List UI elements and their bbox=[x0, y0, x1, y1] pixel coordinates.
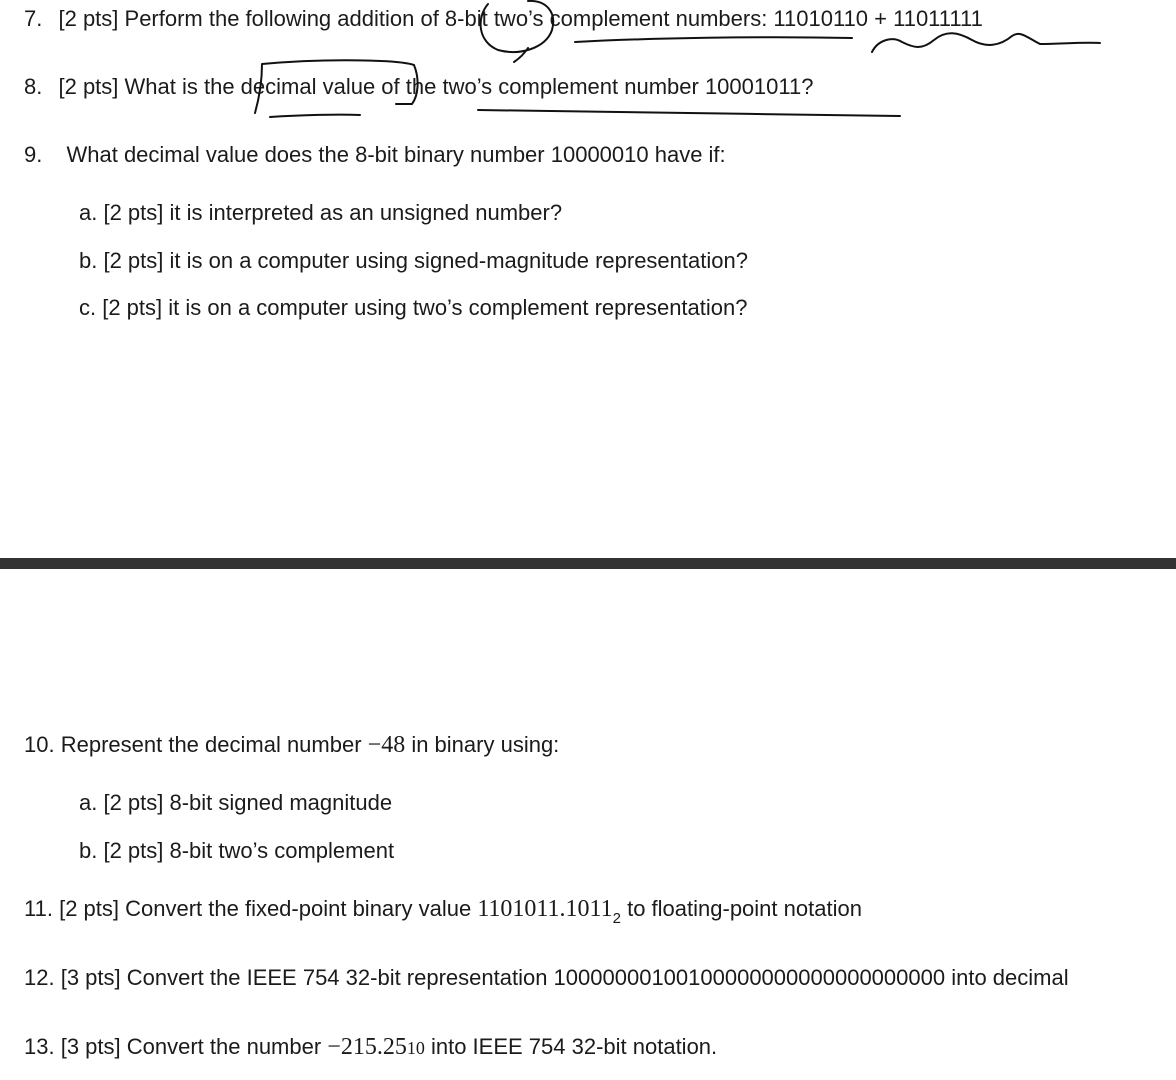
question-12 bbox=[24, 964, 1069, 992]
question-9c: c. [2 pts] it is on a computer using two’s complement representation? bbox=[79, 295, 748, 320]
question-text-before: [2 pts] Convert the fixed-point binary value bbox=[59, 896, 478, 921]
question-number: 10. bbox=[24, 732, 55, 757]
question-number: 11. bbox=[24, 896, 53, 921]
ink-underline bbox=[270, 115, 360, 117]
question-value: 1101011.1011 bbox=[477, 896, 613, 922]
question-subscript: 10 bbox=[406, 1038, 425, 1058]
question-13 bbox=[24, 1033, 717, 1062]
question-number: 12. bbox=[24, 965, 55, 990]
question-11 bbox=[24, 895, 862, 926]
question-number: 8. bbox=[24, 74, 43, 99]
question-text-after: in binary using: bbox=[405, 732, 560, 757]
question-text: [2 pts] Perform the following addition of 8-bit two’s complement numbers: 11010110 + 11011111 bbox=[58, 6, 983, 31]
question-text-before: Represent the decimal number bbox=[60, 732, 368, 757]
question-9a: a. [2 pts] it is interpreted as an unsigned number? bbox=[79, 200, 563, 225]
question-text: [2 pts] What is the decimal value of the two’s complement number 10001011? bbox=[58, 74, 814, 99]
ink-underline bbox=[478, 110, 900, 116]
page-divider bbox=[0, 558, 1176, 569]
question-number: 7. bbox=[24, 6, 43, 31]
question-value: −215.25 bbox=[327, 1034, 407, 1060]
question-text: [3 pts] Convert the IEEE 754 32-bit representation 10000000100100000000000000000000 into decimal bbox=[60, 965, 1069, 990]
question-10a: a. [2 pts] 8-bit signed magnitude bbox=[79, 790, 393, 815]
question-text: What decimal value does the 8-bit binary number 10000010 have if: bbox=[66, 142, 726, 167]
question-10b: b. [2 pts] 8-bit two’s complement bbox=[79, 838, 395, 863]
question-number: 9. bbox=[24, 142, 43, 167]
question-8 bbox=[24, 73, 813, 101]
question-7 bbox=[24, 5, 983, 33]
question-10 bbox=[24, 731, 559, 759]
question-value: −48 bbox=[367, 732, 406, 758]
question-text-after: to floating-point notation bbox=[620, 896, 862, 921]
ink-squiggle bbox=[872, 33, 1100, 52]
question-9b: b. [2 pts] it is on a computer using signed-magnitude representation? bbox=[79, 248, 748, 273]
question-9 bbox=[24, 141, 726, 169]
question-text-after: into IEEE 754 32-bit notation. bbox=[424, 1034, 718, 1059]
question-subscript: 2 bbox=[612, 910, 621, 927]
question-number: 13. bbox=[24, 1034, 55, 1059]
question-text-before: [3 pts] Convert the number bbox=[60, 1034, 328, 1059]
ink-underline bbox=[575, 37, 852, 42]
